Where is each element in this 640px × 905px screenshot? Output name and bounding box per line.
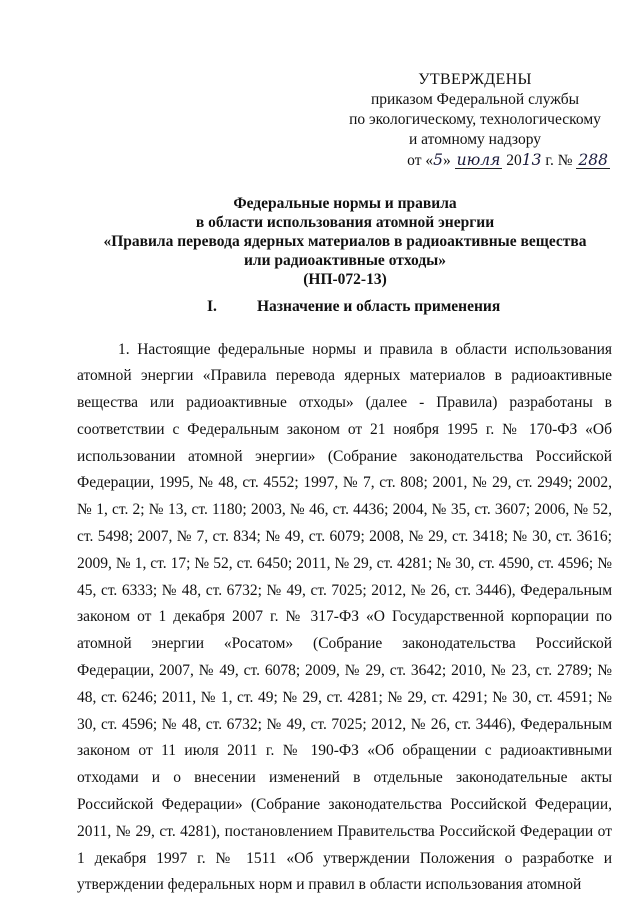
title-line-5: (НП-072-13) — [303, 271, 387, 288]
handwritten-month: июля — [456, 151, 501, 169]
approval-line-1: приказом Федеральной службы — [370, 91, 580, 108]
approval-date-line — [330, 150, 620, 171]
year-prefix: 20 — [502, 152, 522, 169]
approval-line-3: и атомному надзору — [409, 131, 541, 148]
approval-heading: УТВЕРЖДЕНЫ — [418, 71, 532, 88]
section-title: Назначение и область применения — [257, 298, 501, 315]
title-line-2: в области использования атомной энергии — [195, 214, 495, 231]
date-prefix: от « — [407, 152, 434, 169]
year-tail: г. № — [541, 152, 577, 169]
approval-stamp-block — [330, 70, 620, 171]
handwritten-order-number: 288 — [578, 151, 608, 169]
date-mid: » — [443, 152, 455, 169]
paragraph-1: 1. Настоящие федеральные нормы и правила в области использования атомной энергии «Правила перевода ядерных материалов в радиоактивные вещества или радиоактивные отходы» (далее - Правила) разработаны в соответствии с Федеральным законом от 21 ноября 1995 г. № 170-ФЗ «Об использовании атомной энергии» (Собрание законодательства Российской Федерации, 1995, № 48, ст. 4552; 1997, № 7, ст. 808; 2001, № 29, ст. 2949; 2002, № 1, ст. 2; № 13, ст. 1180; 2003, № 46, ст. 4436; 2004, № 35, ст. 3607; 2006, № 52, ст. 5498; 2007, № 7, ст. 834; № 49, ст. 6079; 2008, № 29, ст. 3418; № 30, ст. 3616; 2009, № 1, ст. 17; № 52, ст. 6450; 2011, № 29, ст. 4281; № 30, ст. 4590, ст. 4596; № 45, ст. 6333; № 48, ст. 6732; № 49, ст. 7025; 2012, № 26, ст. 3446), Федеральным законом от 1 декабря 2007 г. № 317-ФЗ «О Государственной корпорации по атомной энергии «Росатом» (Собрание законодательства Российской Федерации, 2007, № 49, ст. 6078; 2009, № 29, ст. 3642; 2010, № 23, ст. 2789; № 48, ст. 6246; 2011, № 1, ст. 49; № 29, ст. 4281; № 29, ст. 4291; № 30, ст. 4591; № 30, ст. 4596; № 48, ст. 6732; № 49, ст. 7025; 2012, № 26, ст. 3446), Федеральным законом от 11 июля 2011 г. № 190-ФЗ «Об обращении с радиоактивными отходами и о внесении изменений в отдельные законодательные акты Российской Федерации» (Собрание законодательства Российской Федерации, 2011, № 29, ст. 4281), постановлением Правительства Российской Федерации от 1 декабря 1997 г. № 1511 «Об утверждении Положения о разработке и утверждении федеральных норм и правил в области использования атомной — [77, 340, 612, 894]
handwritten-day: 5 — [433, 151, 443, 169]
handwritten-year: 13 — [521, 151, 542, 169]
document-title — [70, 194, 620, 289]
title-line-3: «Правила перевода ядерных материалов в радиоактивные вещества — [103, 233, 587, 250]
section-number: I. — [207, 298, 217, 315]
title-line-1: Федеральные нормы и правила — [233, 195, 457, 212]
title-line-4: или радиоактивные отходы» — [243, 252, 447, 269]
approval-line-2: по экологическому, технологическому — [349, 111, 601, 128]
